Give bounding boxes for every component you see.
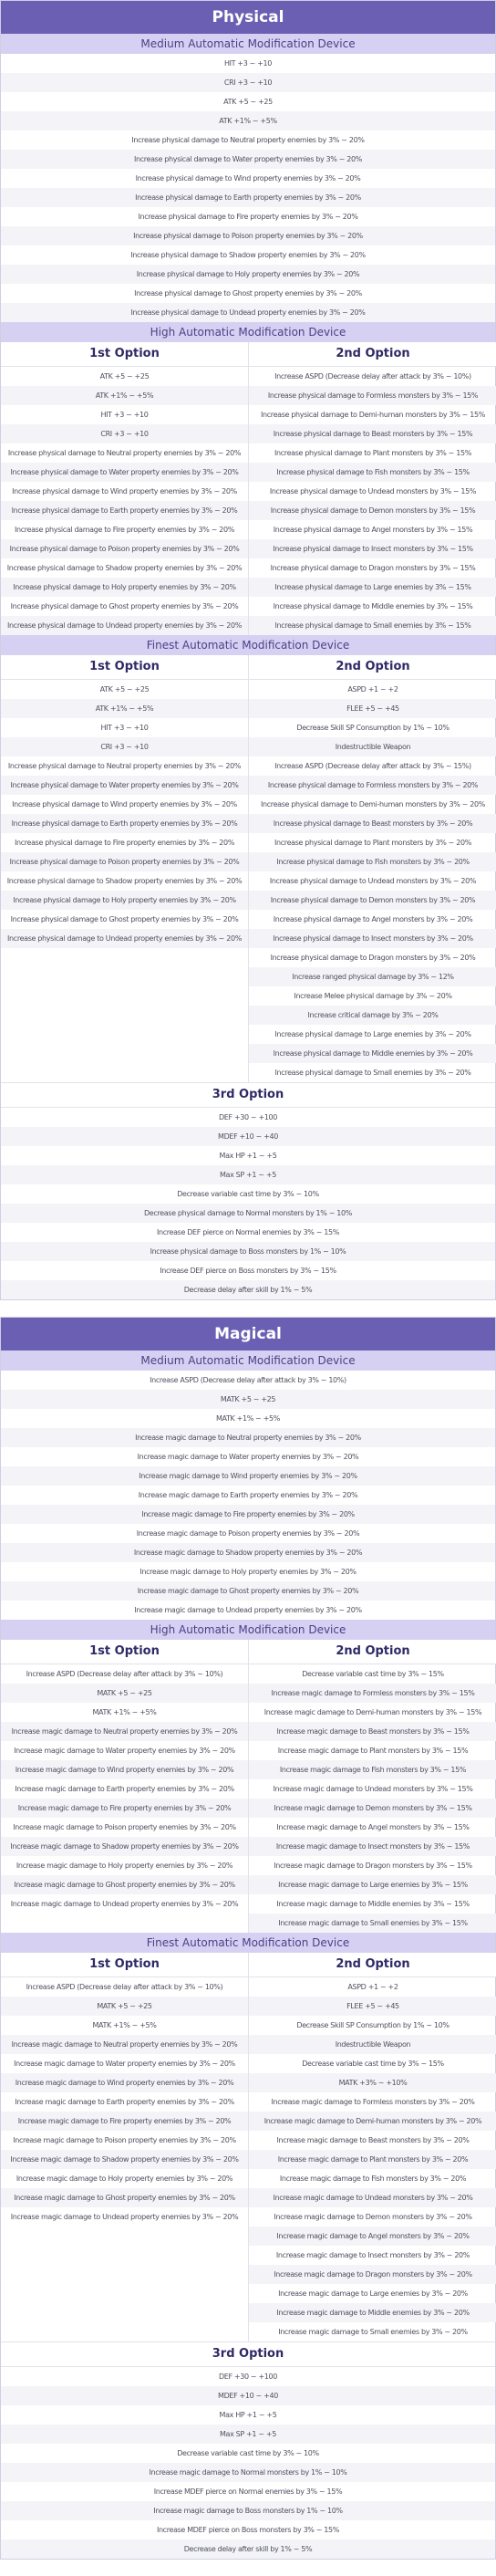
option-row: Increase physical damage to Demi-human monsters by 3% ~ 20% bbox=[261, 800, 485, 808]
option-row: Increase magic damage to Earth property enemies by 3% ~ 20% bbox=[138, 1491, 358, 1499]
option-row: Increase physical damage to Undead monsters by 3% ~ 15% bbox=[269, 487, 477, 495]
option-row: Increase physical damage to Neutral property enemies by 3% ~ 20% bbox=[131, 136, 365, 144]
option-row: Increase magic damage to Undead property enemies by 3% ~ 20% bbox=[10, 1900, 239, 1908]
finest-device-options bbox=[1, 1953, 496, 2341]
option-row: Increase physical damage to Wind property enemies by 3% ~ 20% bbox=[12, 800, 237, 808]
second-option-list bbox=[249, 1977, 496, 2341]
option-row: Increase magic damage to Holy property enemies by 3% ~ 20% bbox=[16, 2174, 233, 2183]
option-row: Increase magic damage to Shadow property enemies by 3% ~ 20% bbox=[1, 1837, 248, 1856]
option-row: Increase physical damage to Small enemies by 3% ~ 15% bbox=[249, 616, 496, 635]
option-row: Increase magic damage to Beast monsters by 3% ~ 15% bbox=[249, 1722, 496, 1741]
option-row: Increase magic damage to Fire property enemies by 3% ~ 20% bbox=[1, 2112, 248, 2131]
option-row: FLEE +5 ~ +45 bbox=[249, 699, 496, 718]
second-option-list bbox=[249, 1664, 496, 1933]
medium-device-list bbox=[1, 1371, 495, 1620]
option-row: Increase magic damage to Ghost property enemies by 3% ~ 20% bbox=[1, 2188, 248, 2207]
option-row: Increase MDEF pierce on Normal enemies by 3% ~ 15% bbox=[153, 2487, 343, 2496]
option-row: Increase ranged physical damage by 3% ~ 12% bbox=[249, 967, 496, 986]
option-row: ATK +1% ~ +5% bbox=[1, 699, 248, 718]
option-row: Increase MDEF pierce on Boss monsters by 3% ~ 15% bbox=[156, 2526, 340, 2534]
option-row: Increase magic damage to Undead monsters by 3% ~ 20% bbox=[249, 2188, 496, 2207]
option-row: HIT +3 ~ +10 bbox=[223, 59, 273, 68]
option-row: ATK +1% ~ +5% bbox=[1, 386, 248, 405]
option-row: Increase magic damage to Water property enemies by 3% ~ 20% bbox=[14, 2060, 235, 2068]
option-row: Increase physical damage to Undead property enemies by 3% ~ 20% bbox=[1, 303, 495, 322]
option-row: Increase physical damage to Poison property enemies by 3% ~ 20% bbox=[1, 539, 248, 558]
option-row: Increase magic damage to Neutral property enemies by 3% ~ 20% bbox=[1, 2035, 248, 2054]
second-option-column bbox=[249, 342, 496, 635]
option-row: Increase physical damage to Undead monsters by 3% ~ 20% bbox=[269, 877, 477, 885]
option-row: Increase magic damage to Dragon monsters by 3% ~ 20% bbox=[249, 2265, 496, 2284]
first-option-header: 1st Option bbox=[1, 1953, 248, 1977]
option-row: Decrease physical damage to Normal monsters by 1% ~ 10% bbox=[1, 1204, 495, 1223]
option-row: Decrease delay after skill by 1% ~ 5% bbox=[1, 2539, 495, 2559]
option-row: Increase physical damage to Neutral property enemies by 3% ~ 20% bbox=[7, 762, 242, 770]
option-row: Decrease delay after skill by 1% ~ 5% bbox=[1, 1280, 495, 1299]
option-row: CRI +3 ~ +10 bbox=[1, 737, 248, 756]
option-row: Increase physical damage to Formless monsters by 3% ~ 20% bbox=[249, 776, 496, 795]
high-device-options bbox=[1, 342, 496, 635]
option-row: Increase physical damage to Earth property enemies by 3% ~ 20% bbox=[1, 501, 248, 520]
option-row: ASPD +1 ~ +2 bbox=[347, 1983, 398, 1991]
option-row: Increase physical damage to Beast monsters by 3% ~ 15% bbox=[249, 424, 496, 443]
option-row: Increase magic damage to Shadow property enemies by 3% ~ 20% bbox=[1, 1543, 495, 1562]
option-row: Increase physical damage to Fish monsters by 3% ~ 15% bbox=[249, 463, 496, 482]
second-option-list bbox=[249, 680, 496, 1082]
option-row: Increase physical damage to Middle enemies by 3% ~ 15% bbox=[273, 602, 473, 610]
medium-device-header: Medium Automatic Modification Device bbox=[1, 34, 495, 54]
option-row: Increase magic damage to Small enemies by 3% ~ 15% bbox=[249, 1914, 496, 1933]
high-device-options bbox=[1, 1640, 496, 1933]
option-row: Increase physical damage to Insect monsters by 3% ~ 20% bbox=[249, 929, 496, 948]
option-row: Increase physical damage to Angel monsters by 3% ~ 15% bbox=[273, 526, 473, 534]
option-row: Increase ASPD (Decrease delay after attack by 3% ~ 10%) bbox=[26, 1670, 223, 1678]
option-row: Increase ASPD (Decrease delay after attack by 3% ~ 10%) bbox=[26, 1983, 223, 1991]
option-row: Increase magic damage to Beast monsters by 3% ~ 20% bbox=[276, 2136, 470, 2144]
option-row: Increase magic damage to Plant monsters by 3% ~ 20% bbox=[249, 2150, 496, 2169]
option-row: Increase physical damage to Undead property enemies by 3% ~ 20% bbox=[1, 616, 248, 635]
option-row: MATK +5 ~ +25 bbox=[1, 1997, 248, 2016]
option-row: Increase magic damage to Poison property enemies by 3% ~ 20% bbox=[13, 1823, 236, 1831]
finest-device-options bbox=[1, 655, 496, 1082]
first-option-header: 1st Option bbox=[1, 342, 248, 367]
option-row: Increase physical damage to Wind property enemies by 3% ~ 20% bbox=[135, 174, 361, 183]
option-row: Increase physical damage to Holy property enemies by 3% ~ 20% bbox=[1, 265, 495, 284]
option-row: Increase magic damage to Boss monsters by 1% ~ 10% bbox=[1, 2501, 495, 2520]
option-row: Increase physical damage to Poison property enemies by 3% ~ 20% bbox=[1, 226, 495, 245]
option-row: Increase physical damage to Wind property enemies by 3% ~ 20% bbox=[12, 487, 237, 495]
option-row: Decrease variable cast time by 3% ~ 10% bbox=[177, 1190, 319, 1198]
second-option-header: 2nd Option bbox=[249, 655, 496, 680]
option-row: CRI +3 ~ +10 bbox=[1, 424, 248, 443]
option-row: DEF +30 ~ +100 bbox=[218, 2373, 278, 2381]
option-row: Increase magic damage to Dragon monsters by 3% ~ 15% bbox=[274, 1862, 472, 1870]
option-row: Increase physical damage to Fish monsters by 3% ~ 20% bbox=[249, 852, 496, 871]
option-row: Increase magic damage to Fire property enemies by 3% ~ 20% bbox=[1, 1505, 495, 1524]
first-option-column bbox=[1, 655, 249, 1082]
option-row: HIT +3 ~ +10 bbox=[100, 724, 149, 732]
option-row: HIT +3 ~ +10 bbox=[100, 411, 149, 419]
option-row: Increase magic damage to Holy property enemies by 3% ~ 20% bbox=[140, 1568, 356, 1576]
option-row: Increase magic damage to Undead property enemies by 3% ~ 20% bbox=[10, 2213, 239, 2221]
magical-section bbox=[0, 1317, 496, 2560]
first-option-column bbox=[1, 342, 249, 635]
option-row: Increase physical damage to Small enemies by 3% ~ 20% bbox=[274, 1069, 471, 1077]
option-row: Increase magic damage to Demi-human monsters by 3% ~ 15% bbox=[264, 1708, 482, 1716]
medium-device-header: Medium Automatic Modification Device bbox=[1, 1351, 495, 1371]
option-row: Max HP +1 ~ +5 bbox=[219, 2411, 277, 2419]
option-row: Increase magic damage to Formless monsters by 3% ~ 20% bbox=[271, 2098, 475, 2106]
option-row: Increase physical damage to Boss monsters by 1% ~ 10% bbox=[1, 1242, 495, 1261]
option-row: MATK +1% ~ +5% bbox=[92, 2021, 157, 2029]
option-row: Increase physical damage to Water property enemies by 3% ~ 20% bbox=[1, 150, 495, 169]
option-row: ATK +1% ~ +5% bbox=[1, 111, 495, 130]
option-row: Increase magic damage to Formless monsters by 3% ~ 15% bbox=[249, 1684, 496, 1703]
second-option-header: 2nd Option bbox=[249, 342, 496, 367]
option-row: Increase magic damage to Angel monsters by 3% ~ 20% bbox=[249, 2227, 496, 2246]
first-option-list bbox=[1, 1664, 248, 1914]
option-row: Increase magic damage to Earth property enemies by 3% ~ 20% bbox=[15, 1785, 234, 1793]
high-device-header: High Automatic Modification Device bbox=[1, 1620, 495, 1640]
option-row: Increase magic damage to Small enemies by 3% ~ 20% bbox=[278, 2328, 468, 2336]
option-row: Increase magic damage to Wind property enemies by 3% ~ 20% bbox=[1, 2073, 248, 2092]
option-row: Increase physical damage to Demon monsters by 3% ~ 15% bbox=[249, 501, 496, 520]
option-row: Increase physical damage to Shadow property enemies by 3% ~ 20% bbox=[6, 564, 243, 572]
section-title: Physical bbox=[1, 1, 495, 34]
option-row: Increase magic damage to Angel monsters by 3% ~ 15% bbox=[276, 1823, 470, 1831]
option-row: Increase physical damage to Fire property enemies by 3% ~ 20% bbox=[15, 526, 234, 534]
option-row: Increase physical damage to Middle enemies by 3% ~ 20% bbox=[249, 1044, 496, 1063]
first-option-list bbox=[1, 1977, 248, 2227]
option-row: Increase physical damage to Earth property enemies by 3% ~ 20% bbox=[1, 188, 495, 207]
option-row: ATK +5 ~ +25 bbox=[99, 372, 150, 381]
option-row: Increase DEF pierce on Normal enemies by 3% ~ 15% bbox=[157, 1228, 339, 1236]
second-option-column bbox=[249, 655, 496, 1082]
option-row: Increase magic damage to Fish monsters by 3% ~ 20% bbox=[279, 2174, 467, 2183]
option-row: Increase physical damage to Formless monsters by 3% ~ 15% bbox=[249, 386, 496, 405]
option-row: Increase physical damage to Plant monsters by 3% ~ 15% bbox=[274, 449, 471, 457]
option-row: Increase physical damage to Large enemies by 3% ~ 15% bbox=[249, 578, 496, 597]
option-row: Increase magic damage to Shadow property enemies by 3% ~ 20% bbox=[1, 2150, 248, 2169]
option-row: MATK +5 ~ +25 bbox=[1, 1390, 495, 1409]
option-row: Increase physical damage to Poison property enemies by 3% ~ 20% bbox=[1, 852, 248, 871]
option-row: Increase physical damage to Fire property enemies by 3% ~ 20% bbox=[15, 839, 234, 847]
medium-device-list bbox=[1, 54, 495, 322]
option-row: Increase magic damage to Demon monsters by 3% ~ 20% bbox=[274, 2213, 472, 2221]
first-option-column bbox=[1, 1640, 249, 1933]
option-row: Increase ASPD (Decrease delay after attack by 3% ~ 10%) bbox=[150, 1376, 346, 1384]
option-row: Increase DEF pierce on Boss monsters by 3% ~ 15% bbox=[160, 1267, 336, 1275]
option-row: Increase magic damage to Insect monsters by 3% ~ 20% bbox=[275, 2251, 470, 2259]
option-row: Increase physical damage to Demi-human monsters by 3% ~ 15% bbox=[261, 411, 485, 419]
first-option-list bbox=[1, 680, 248, 948]
option-row: Increase physical damage to Angel monsters by 3% ~ 20% bbox=[273, 915, 473, 923]
high-device-header: High Automatic Modification Device bbox=[1, 322, 495, 342]
option-row: Max SP +1 ~ +5 bbox=[1, 2425, 495, 2444]
option-row: DEF +30 ~ +100 bbox=[218, 1113, 278, 1121]
option-row: Increase magic damage to Middle enemies by 3% ~ 20% bbox=[249, 2303, 496, 2322]
option-row: ATK +5 ~ +25 bbox=[223, 98, 273, 106]
option-row: Increase physical damage to Dragon monsters by 3% ~ 15% bbox=[270, 564, 476, 572]
option-row: Increase magic damage to Large enemies by 3% ~ 15% bbox=[249, 1875, 496, 1894]
option-row: Increase magic damage to Ghost property enemies by 3% ~ 20% bbox=[1, 1581, 495, 1601]
option-row: Increase physical damage to Water property enemies by 3% ~ 20% bbox=[1, 463, 248, 482]
option-row: Increase magic damage to Neutral property enemies by 3% ~ 20% bbox=[1, 1428, 495, 1447]
option-row: Increase magic damage to Water property enemies by 3% ~ 20% bbox=[14, 1747, 235, 1755]
first-option-column bbox=[1, 1953, 249, 2341]
option-row: Increase magic damage to Fire property enemies by 3% ~ 20% bbox=[1, 1799, 248, 1818]
option-row: Increase physical damage to Large enemies by 3% ~ 20% bbox=[274, 1030, 471, 1038]
option-row: Increase physical damage to Holy property enemies by 3% ~ 20% bbox=[1, 578, 248, 597]
option-row: FLEE +5 ~ +45 bbox=[249, 1997, 496, 2016]
option-row: Decrease variable cast time by 3% ~ 10% bbox=[177, 2449, 319, 2457]
option-row: Decrease Skill SP Consumption by 1% ~ 10% bbox=[296, 2021, 450, 2029]
option-row: Increase Melee physical damage by 3% ~ 20% bbox=[294, 992, 452, 1000]
option-row: Increase critical damage by 3% ~ 20% bbox=[249, 1006, 496, 1025]
third-option-list bbox=[1, 2367, 495, 2559]
option-row: MDEF +10 ~ +40 bbox=[1, 1127, 495, 1146]
second-option-column bbox=[249, 1953, 496, 2341]
first-option-header: 1st Option bbox=[1, 1640, 248, 1664]
option-row: Increase magic damage to Fish monsters by 3% ~ 15% bbox=[249, 1760, 496, 1779]
second-option-header: 2nd Option bbox=[249, 1953, 496, 1977]
first-option-header: 1st Option bbox=[1, 655, 248, 680]
option-row: Increase magic damage to Undead monsters by 3% ~ 15% bbox=[273, 1785, 473, 1793]
third-option-header: 3rd Option bbox=[1, 2341, 495, 2367]
second-option-list bbox=[249, 367, 496, 635]
option-row: MATK +1% ~ +5% bbox=[92, 1708, 157, 1716]
third-option-list bbox=[1, 1108, 495, 1299]
second-option-header: 2nd Option bbox=[249, 1640, 496, 1664]
option-row: MDEF +10 ~ +40 bbox=[1, 2386, 495, 2405]
option-row: Increase physical damage to Dragon monsters by 3% ~ 20% bbox=[270, 954, 476, 962]
option-row: MATK +3% ~ +10% bbox=[249, 2073, 496, 2092]
option-row: Increase magic damage to Holy property enemies by 3% ~ 20% bbox=[16, 1862, 233, 1870]
option-row: Indestructible Weapon bbox=[249, 737, 496, 756]
third-option-header: 3rd Option bbox=[1, 1082, 495, 1108]
option-row: Increase physical damage to Ghost property enemies by 3% ~ 20% bbox=[10, 915, 239, 923]
option-row: Increase physical damage to Water property enemies by 3% ~ 20% bbox=[1, 776, 248, 795]
option-row: Increase magic damage to Neutral property enemies by 3% ~ 20% bbox=[1, 1722, 248, 1741]
option-row: Increase physical damage to Neutral property enemies by 3% ~ 20% bbox=[7, 449, 242, 457]
finest-device-header: Finest Automatic Modification Device bbox=[1, 635, 495, 655]
option-row: Increase magic damage to Plant monsters by 3% ~ 15% bbox=[277, 1747, 469, 1755]
option-row: Increase physical damage to Undead property enemies by 3% ~ 20% bbox=[1, 929, 248, 948]
option-row: Increase physical damage to Insect monsters by 3% ~ 15% bbox=[249, 539, 496, 558]
option-row: Decrease variable cast time by 3% ~ 15% bbox=[302, 1670, 444, 1678]
option-row: Max HP +1 ~ +5 bbox=[219, 1152, 277, 1160]
option-row: Increase magic damage to Wind property enemies by 3% ~ 20% bbox=[1, 1760, 248, 1779]
option-row: Increase magic damage to Insect monsters by 3% ~ 15% bbox=[249, 1837, 496, 1856]
option-row: Increase physical damage to Ghost property enemies by 3% ~ 20% bbox=[134, 289, 362, 297]
option-row: Decrease Skill SP Consumption by 1% ~ 10% bbox=[296, 724, 450, 732]
option-row: Increase physical damage to Ghost property enemies by 3% ~ 20% bbox=[10, 602, 239, 610]
option-row: Increase physical damage to Beast monsters by 3% ~ 20% bbox=[249, 814, 496, 833]
section-title: Magical bbox=[1, 1318, 495, 1351]
option-row: Increase magic damage to Demon monsters by 3% ~ 15% bbox=[249, 1799, 496, 1818]
option-row: CRI +3 ~ +10 bbox=[1, 73, 495, 92]
option-row: Increase physical damage to Shadow property enemies by 3% ~ 20% bbox=[6, 877, 243, 885]
option-row: Increase physical damage to Plant monsters by 3% ~ 20% bbox=[274, 839, 471, 847]
option-row: Increase magic damage to Undead property enemies by 3% ~ 20% bbox=[134, 1606, 362, 1614]
option-row: ATK +5 ~ +25 bbox=[99, 685, 150, 694]
option-row: Increase magic damage to Middle enemies by 3% ~ 15% bbox=[276, 1900, 470, 1908]
option-row: Decrease variable cast time by 3% ~ 15% bbox=[302, 2060, 444, 2068]
option-row: Increase ASPD (Decrease delay after attack by 3% ~ 15%) bbox=[274, 762, 471, 770]
option-row: Increase magic damage to Large enemies by 3% ~ 20% bbox=[278, 2289, 468, 2298]
option-row: Max SP +1 ~ +5 bbox=[1, 1165, 495, 1184]
option-row: ASPD +1 ~ +2 bbox=[347, 685, 398, 694]
option-row: Increase magic damage to Water property enemies by 3% ~ 20% bbox=[137, 1453, 359, 1461]
option-row: Increase physical damage to Holy property enemies by 3% ~ 20% bbox=[1, 891, 248, 910]
option-row: Increase physical damage to Earth property enemies by 3% ~ 20% bbox=[1, 814, 248, 833]
option-row: Increase magic damage to Ghost property enemies by 3% ~ 20% bbox=[1, 1875, 248, 1894]
option-row: Increase magic damage to Demi-human monsters by 3% ~ 20% bbox=[249, 2112, 496, 2131]
option-row: MATK +1% ~ +5% bbox=[215, 1414, 281, 1423]
option-row: Increase magic damage to Poison property enemies by 3% ~ 20% bbox=[136, 1529, 360, 1538]
option-row: Increase magic damage to Poison property enemies by 3% ~ 20% bbox=[13, 2136, 236, 2144]
option-row: Increase magic damage to Normal monsters by 1% ~ 10% bbox=[1, 2463, 495, 2482]
option-row: Indestructible Weapon bbox=[249, 2035, 496, 2054]
second-option-column bbox=[249, 1640, 496, 1933]
option-row: Increase magic damage to Earth property enemies by 3% ~ 20% bbox=[15, 2098, 234, 2106]
first-option-list bbox=[1, 367, 248, 635]
option-row: Increase ASPD (Decrease delay after attack by 3% ~ 10%) bbox=[274, 372, 471, 381]
option-row: Increase physical damage to Fire property enemies by 3% ~ 20% bbox=[138, 213, 358, 221]
option-row: Increase physical damage to Shadow property enemies by 3% ~ 20% bbox=[130, 251, 366, 259]
option-row: Increase magic damage to Wind property enemies by 3% ~ 20% bbox=[1, 1466, 495, 1486]
option-row: MATK +5 ~ +25 bbox=[1, 1684, 248, 1703]
finest-device-header: Finest Automatic Modification Device bbox=[1, 1933, 495, 1953]
option-row: Increase physical damage to Demon monsters by 3% ~ 20% bbox=[249, 891, 496, 910]
